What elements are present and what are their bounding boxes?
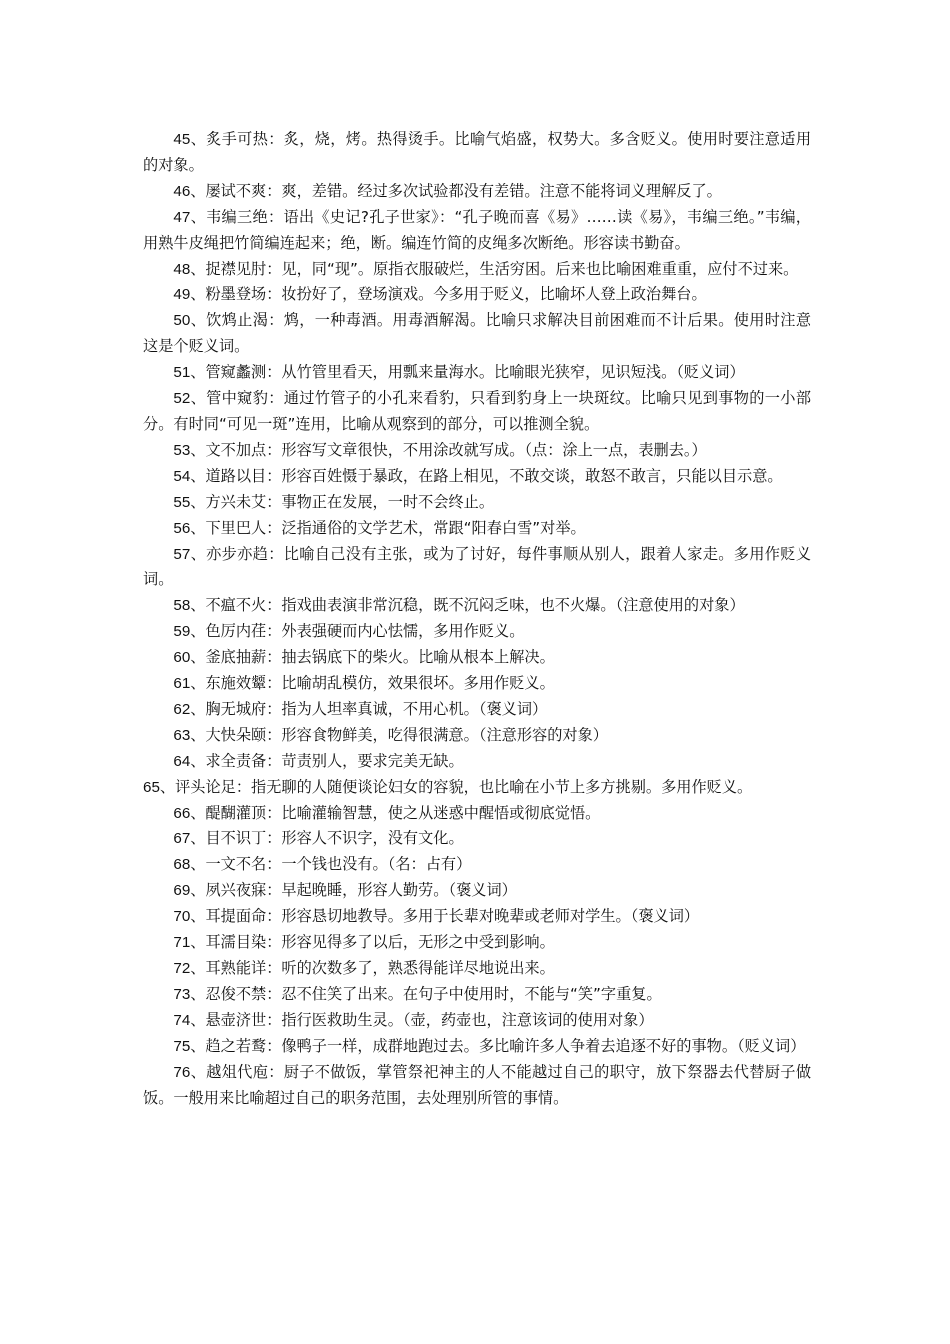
idiom-entry-52: 52、管中窥豹：通过竹管子的小孔来看豹，只看到豹身上一块斑纹。比喻只见到事物的一小部分。有时同“可见一斑”连用，比喻从观察到的部分，可以推测全貌。 (143, 389, 811, 433)
idiom-entry-65: 65、评头论足：指无聊的人随便谈论妇女的容貌，也比喻在小节上多方挑剔。多用作贬义。 (143, 777, 753, 796)
idiom-entry-55: 55、方兴未艾：事物正在发展，一时不会终止。 (173, 492, 495, 511)
idiom-entry-69: 69、夙兴夜寐：早起晚睡，形容人勤劳。（褒义词） (173, 881, 517, 900)
idiom-entry-58: 58、不瘟不火：指戏曲表演非常沉稳，既不沉闷乏味，也不火爆。（注意使用的对象） (173, 596, 745, 615)
idiom-entry-57: 57、亦步亦趋：比喻自己没有主张，或为了讨好，每件事顺从别人，跟着人家走。多用作贬义词。 (143, 544, 811, 589)
idiom-entry-71: 71、耳濡目染：形容见得多了以后，无形之中受到影响。 (173, 933, 555, 952)
idiom-entry-60: 60、釜底抽薪：抽去锅底下的柴火。比喻从根本上解决。 (173, 648, 555, 667)
idiom-entry-49: 49、粉墨登场：妆扮好了，登场演戏。今多用于贬义，比喻坏人登上政治舞台。 (173, 285, 707, 304)
idiom-entry-67: 67、目不识丁：形容人不识字，没有文化。 (173, 829, 464, 848)
idiom-entry-75: 75、趋之若鹜：像鸭子一样，成群地跑过去。多比喻许多人争着去追逐不好的事物。（贬义词） (173, 1036, 806, 1055)
idiom-entry-76: 76、越俎代庖：厨子不做饭，掌管祭祀神主的人不能越过自己的职守，放下祭器去代替厨子做饭。一般用来比喻超过自己的职务范围，去处理别所管的事情。 (143, 1062, 811, 1107)
idiom-entry-56: 56、下里巴人：泛指通俗的文学艺术，常跟“阳春白雪”对举。 (173, 518, 586, 537)
idiom-entry-54: 54、道路以目：形容百姓慑于暴政，在路上相见，不敢交谈，敢怒不敢言，只能以目示意。 (173, 466, 783, 485)
idiom-entry-64: 64、求全责备：苛责别人，要求完美无缺。 (173, 751, 464, 770)
idiom-entry-72: 72、耳熟能详：听的次数多了，熟悉得能详尽地说出来。 (173, 959, 555, 977)
idiom-entry-53: 53、文不加点：形容写文章很快，不用涂改就写成。（点：涂上一点，表删去。） (173, 440, 707, 459)
idiom-entry-45: 45、炙手可热：炙，烧，烤。热得烫手。比喻气焰盛，权势大。多含贬义。使用时要注意适用的对象。 (143, 130, 811, 174)
idiom-entry-46: 46、屡试不爽：爽，差错。经过多次试验都没有差错。注意不能将词义理解反了。 (173, 181, 722, 200)
idiom-entry-68: 68、一文不名：一个钱也没有。（名：占有） (173, 855, 472, 874)
idiom-entry-59: 59、色厉内荏：外表强硬而内心怯懦，多用作贬义。 (173, 622, 525, 641)
idiom-entry-62: 62、胸无城府：指为人坦率真诚，不用心机。（褒义词） (173, 699, 548, 718)
idiom-entry-48: 48、捉襟见肘：见，同“现”。原指衣服破烂，生活穷困。后来也比喻困难重重，应付不过来。 (173, 259, 799, 278)
idiom-entry-66: 66、醍醐灌顶：比喻灌输智慧，使之从迷惑中醒悟或彻底觉悟。 (173, 803, 601, 822)
idiom-entry-47: 47、韦编三绝：语出《史记?孔子世家》：“孔子晚而喜《易》……读《易》，韦编三绝。”韦编，用熟牛皮绳把竹简编连起来；绝，断。编连竹简的皮绳多次断绝。形容读书勤奋。 (143, 207, 811, 252)
idiom-entry-70: 70、耳提面命：形容恳切地教导。多用于长辈对晚辈或老师对学生。（褒义词） (173, 907, 700, 926)
idiom-entry-50: 50、饮鸩止渴：鸩，一种毒酒。用毒酒解渴。比喻只求解决目前困难而不计后果。使用时注意这是个贬义词。 (143, 311, 811, 356)
idiom-entry-74: 74、悬壶济世：指行医救助生灵。（壶，药壶也，注意该词的使用对象） (173, 1010, 654, 1029)
idiom-entry-63: 63、大快朵颐：形容食物鲜美，吃得很满意。（注意形容的对象） (173, 725, 608, 744)
idiom-entry-61: 61、东施效颦：比喻胡乱模仿，效果很坏。多用作贬义。 (173, 674, 555, 693)
idiom-entry-73: 73、忍俊不禁：忍不住笑了出来。在句子中使用时，不能与“笑”字重复。 (173, 984, 662, 1003)
idiom-entry-51: 51、管窥蠡测：从竹管里看天，用瓢来量海水。比喻眼光狭窄，见识短浅。（贬义词） (173, 363, 745, 382)
idiom-list (143, 127, 811, 1111)
